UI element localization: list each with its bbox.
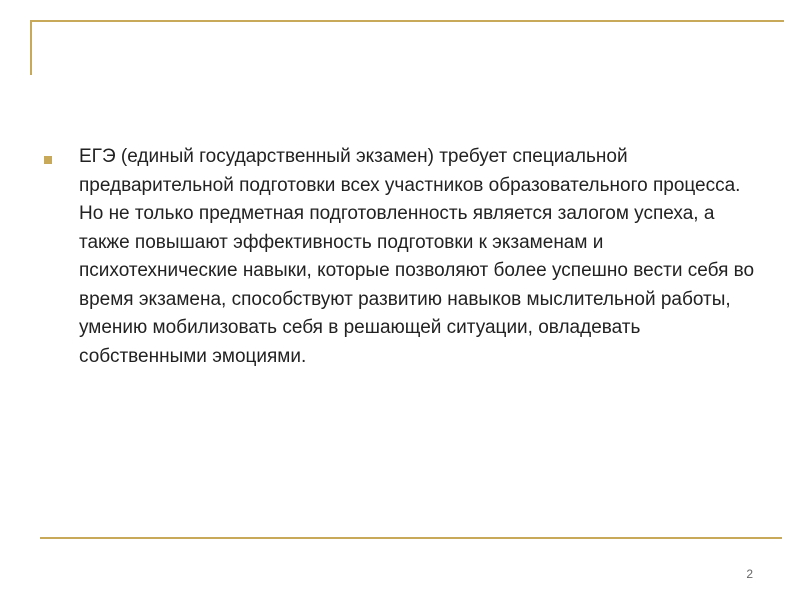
bottom-decorative-line xyxy=(40,537,782,539)
top-decorative-line xyxy=(30,20,784,22)
left-decorative-line xyxy=(30,20,32,75)
page-number: 2 xyxy=(746,567,753,581)
bullet-text: ЕГЭ (единый государственный экзамен) требует специальной предварительной подготовки всех участников образовательного процесса. Но не только предметная подготовленность является залогом успеха, а также повышают эффективность подготовки к экзаменам и психотехнические навыки, которые позволяют более успешно вести себя во время экзамена, способствуют развитию навыков мыслительной работы, умению мобилизовать себя в решающей ситуации, овладевать собственными эмоциями. xyxy=(79,146,755,367)
square-bullet-icon xyxy=(44,156,52,164)
slide-content xyxy=(40,143,760,371)
bullet-item xyxy=(40,143,760,371)
